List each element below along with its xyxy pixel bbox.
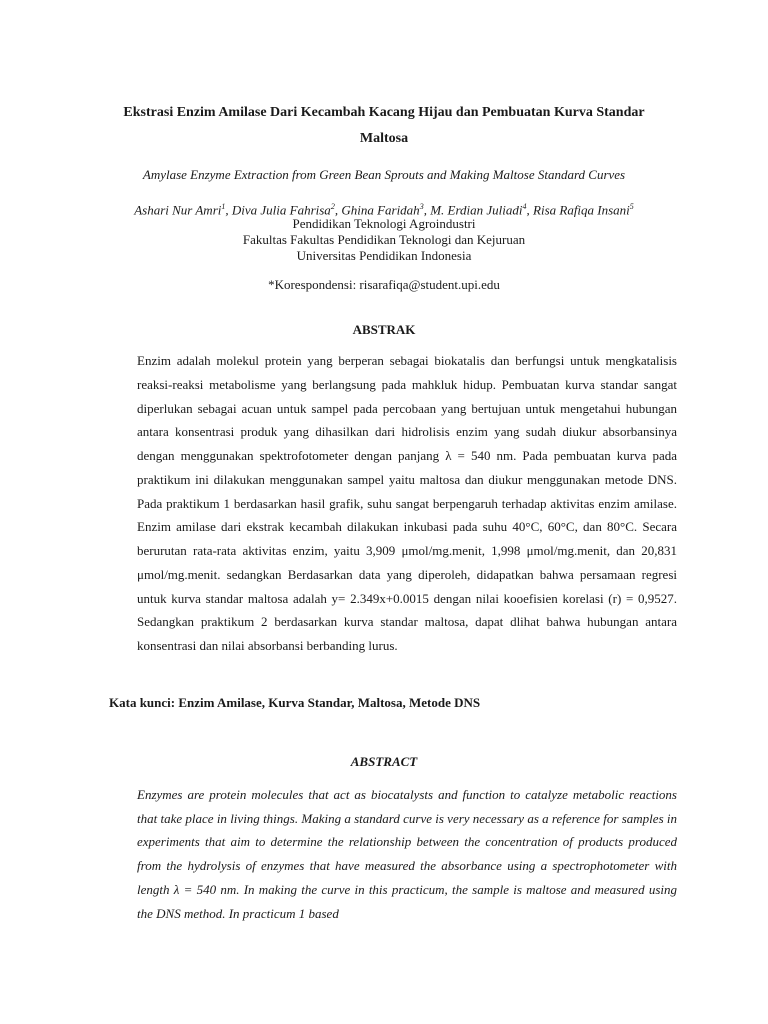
author-affiliation-mark: 5 [629, 202, 634, 211]
author-name: Diva Julia Fahrisa [231, 202, 331, 218]
author-affiliation-mark: 1 [221, 202, 226, 211]
abstract-body: Enzymes are protein molecules that act as biocatalysts and function to catalyze metabolic reactions that take place in living things. Making a standard curve is very necessary as a reference for samples in experiments that aim to determine the relationship between the concentration of products produced from the hydrolysis of enzymes that have measured the absorbance using a spectrophotometer with length λ = 540 nm. In making the curve in this practicum, the sample is maltose and measured using the DNS method. In practicum 1 based [137, 787, 677, 921]
affiliation-block [100, 216, 668, 264]
abstrak-heading: ABSTRAK [352, 322, 416, 337]
author-name: Ghina Faridah [341, 202, 420, 218]
author-affiliation-mark: 2 [330, 202, 335, 211]
correspondence-email: *Korespondensi: risarafiqa@student.upi.edu [268, 277, 500, 292]
author-name: Risa Rafiqa Insani [533, 202, 630, 218]
author-name: Ashari Nur Amri [134, 202, 222, 218]
author-name: M. Erdian Juliadi [430, 202, 523, 218]
abstrak-body: Enzim adalah molekul protein yang berperan sebagai biokatalis dan berfungsi untuk mengkatalisis reaksi-reaksi metabolisme yang berlangsung pada mahkluk hidup. Pembuatan kurva standar sangat diperlukan sebagai acuan untuk sampel pada percobaan yang bertujuan untuk mengetahui hubungan antara konsentrasi produk yang dihasilkan dari hidrolisis enzim yang sudah diukur absorbansinya dengan menggunakan spektrofotometer dengan panjang λ = 540 nm. Pada pembuatan kurva pada praktikum ini dilakukan menggunakan sampel yaitu maltosa dan diukur menggunakan metode DNS. Pada praktikum 1 berdasarkan hasil grafik, suhu sangat berpengaruh terhadap aktivitas enzim amilase. Enzim amilase dari ekstrak kecambah dilakukan inkubasi pada suhu 40°C, 60°C, dan 80°C. Secara berurutan rata-rata aktivitas enzim, yaitu 3,909 μmol/mg.menit, 1,998 μmol/mg.menit, dan 20,831 μmol/mg.menit. sedangkan Berdasarkan data yang diperoleh, didapatkan bahwa persamaan regresi untuk kurva standar maltosa adalah y= 2.349x+0.0015 dengan nilai kooefisien korelasi (r) = 0,9527. Sedangkan praktikum 2 berdasarkan kurva standar maltosa, dapat dlihat bahwa hubungan antara konsentrasi dan nilai absorbansi berbanding lurus. [137, 353, 677, 653]
affiliation-faculty: Fakultas Fakultas Pendidikan Teknologi dan Kejuruan [242, 232, 526, 247]
author-separator: , [423, 202, 431, 218]
author-separator: , [334, 202, 342, 218]
abstract-heading: ABSTRACT [350, 754, 418, 769]
author-affiliation-mark: 3 [419, 202, 424, 211]
affiliation-program: Pendidikan Teknologi Agroindustri [292, 216, 476, 231]
author-separator: , [526, 202, 534, 218]
author-affiliation-mark: 4 [522, 202, 527, 211]
keywords: Kata kunci: Enzim Amilase, Kurva Standar, Maltosa, Metode DNS [109, 695, 481, 710]
paper-title: Ekstrasi Enzim Amilase Dari Kecambah Kacang Hijau dan Pembuatan Kurva Standar Maltosa [123, 105, 645, 146]
affiliation-university: Universitas Pendidikan Indonesia [296, 248, 472, 263]
paper-subtitle: Amylase Enzyme Extraction from Green Bean Sprouts and Making Maltose Standard Curves [142, 167, 626, 182]
author-separator: , [225, 202, 232, 218]
